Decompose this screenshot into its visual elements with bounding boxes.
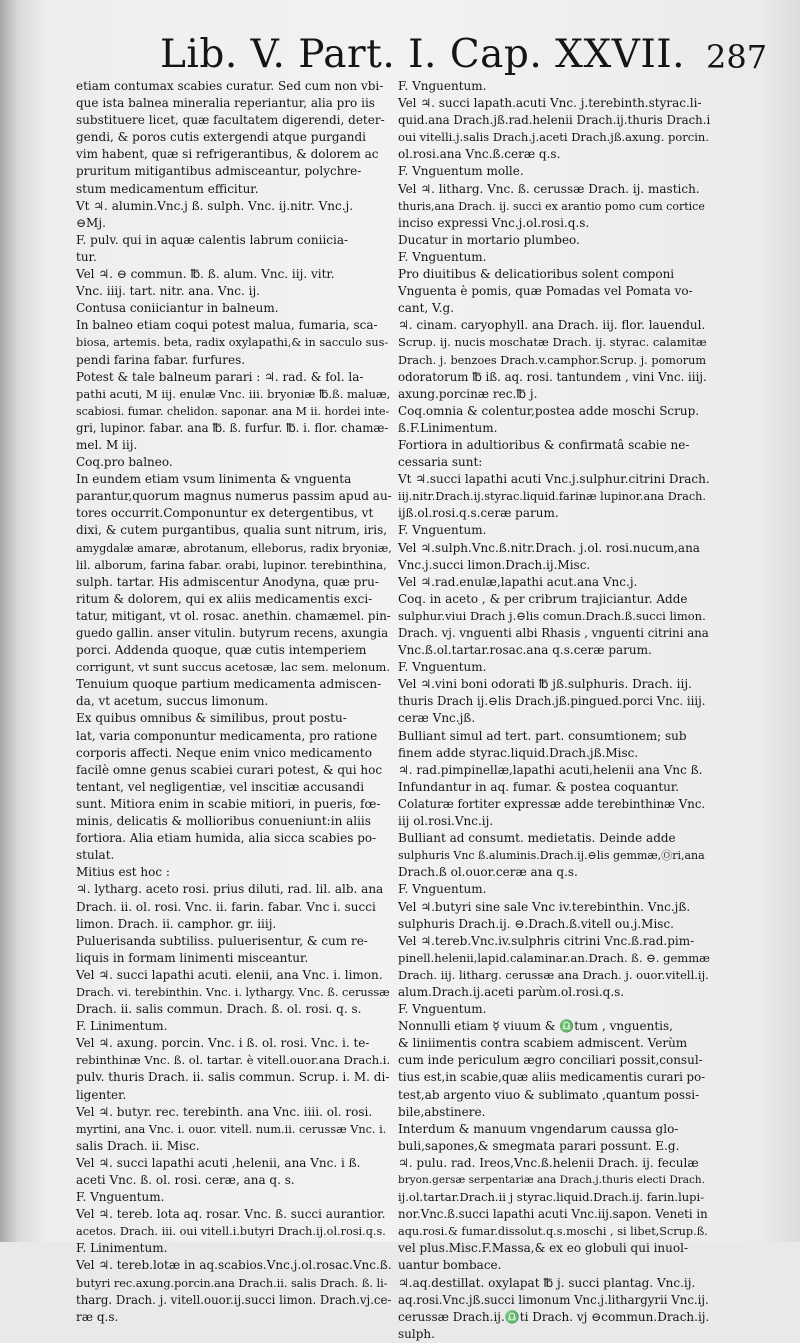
text-line: thuris Drach ij.⊖lis Drach.jß.pingued.porci Vnc. iiij. xyxy=(398,694,706,709)
text-line: ceræ Vnc.jß. xyxy=(398,711,476,726)
text-line: Tenuium quoque partium medicamenta admiscen- xyxy=(76,677,382,692)
text-line: ♃. cinam. caryophyll. ana Drach. iij. flor. lauendul. xyxy=(398,318,706,333)
text-line: pendi farina fabar. furfures. xyxy=(76,352,246,367)
text-line: parantur,quorum magnus numerus passim apud au- xyxy=(76,489,392,504)
text-line: Bulliant simul ad tert. part. consumtionem; sub xyxy=(398,728,687,743)
text-line: mel. M iij. xyxy=(76,437,138,452)
text-line: limon. Drach. ii. camphor. gr. iiij. xyxy=(76,916,277,931)
text-line: tharg. Drach. j. vitell.ouor.ij.succi limon. Drach.vj.ce- xyxy=(76,1292,392,1307)
text-line: tentant, vel negligentiæ, vel inscitiæ accusandi xyxy=(76,779,365,794)
text-line: corporis affecti. Neque enim vnico medicamento xyxy=(76,745,372,760)
text-line: Vnguenta è pomis, quæ Pomadas vel Pomata vo- xyxy=(398,284,693,299)
text-line: F. Vnguentum. xyxy=(398,249,487,264)
text-line: bile,abstinere. xyxy=(398,1104,486,1119)
text-line: Ex quibus omnibus & similibus, prout postu- xyxy=(76,711,347,726)
text-line: salis Drach. ii. Misc. xyxy=(76,1138,200,1153)
text-line: Nonnulli etiam ☿ viuum & ♎tum , vnguentis, xyxy=(398,1019,673,1034)
text-line: Vel ♃. litharg. Vnc. ß. cerussæ Drach. ij. mastich. xyxy=(398,181,700,196)
text-line: iij.nitr.Drach.ij.styrac.liquid.farinæ lupinor.ana Drach. xyxy=(398,490,706,504)
running-header: Lib. V. Part. I. Cap. XXVII. xyxy=(160,32,686,77)
text-line: aq.rosi.Vnc.jß.succi limonum Vnc.j.lithargyrii Vnc.ij. xyxy=(398,1292,709,1307)
text-line: scabiosi. fumar. chelidon. saponar. ana M ii. hordei inte- xyxy=(76,404,390,418)
text-line: lil. alborum, farina fabar. orabi, lupinor. terebinthina, xyxy=(76,557,387,572)
text-line: Drach. vi. terebinthin. Vnc. i. lythargy. Vnc. ß. cerussæ xyxy=(76,985,390,999)
text-line: In balneo etiam coqui potest malua, fumaria, sca- xyxy=(76,318,378,333)
text-line: oui vitelli.j.salis Drach.j.aceti Drach.jß.axung. porcin. xyxy=(398,130,709,145)
text-line: F. pulv. qui in aquæ calentis labrum coniicia- xyxy=(76,232,349,247)
text-line: stum medicamentum efficitur. xyxy=(76,181,259,196)
text-line: minis, delicatis & mollioribus conueniunt:in aliis xyxy=(76,814,371,829)
text-line: F. Vnguentum molle. xyxy=(398,164,524,179)
text-line: stulat. xyxy=(76,848,115,863)
text-line: aqu.rosi.& fumar.dissolut.q.s.moschi , si libet,Scrup.ß. xyxy=(398,1225,708,1239)
text-line: vim habent, quæ si refrigerantibus, & dolorem ac xyxy=(76,147,379,162)
text-line: lat, varia componuntur medicamenta, pro ratione xyxy=(76,728,378,743)
text-line: Coq.omnia & colentur,postea adde moschi Scrup. xyxy=(398,403,700,418)
text-line: facilè omne genus scabiei curari potest, & qui hoc xyxy=(76,762,383,777)
text-line: rebinthinæ Vnc. ß. ol. tartar. è vitell.ouor.ana Drach.i. xyxy=(76,1053,391,1068)
text-line: tius est,in scabie,quæ aliis medicamentis curari po- xyxy=(398,1070,706,1085)
text-line: cerussæ Drach.ij.♎ti Drach. vj ⊖commun.Drach.ij. xyxy=(398,1309,710,1324)
page-number: 287 xyxy=(706,38,768,76)
text-line: sunt. Mitiora enim in scabie mitiori, in pueris, fœ- xyxy=(76,796,381,811)
text-line: ligenter. xyxy=(76,1087,127,1102)
text-line: ræ q.s. xyxy=(76,1309,119,1324)
text-line: tores occurrit.Componuntur ex detergentibus, vt xyxy=(76,506,374,521)
text-line: vel plus.Misc.F.Massa,& ex eo globuli qui inuol- xyxy=(398,1241,689,1256)
text-line: Vel ♃.sulph.Vnc.ß.nitr.Drach. j.ol. rosi.nucum,ana xyxy=(398,540,700,555)
text-line: bryon.gersæ serpentariæ ana Drach.j.thuris electi Drach. xyxy=(398,1174,706,1186)
text-line: pathi acuti, M iij. enulæ Vnc. iii. bryoniæ ℔.ß. maluæ, xyxy=(76,386,391,401)
text-line: pruritum mitigantibus admisceantur, polychre- xyxy=(76,164,362,179)
text-line: myrtini, ana Vnc. i. ouor. vitell. num.ii. cerussæ Vnc. i. xyxy=(76,1122,387,1136)
text-line: pulv. thuris Drach. ii. salis commun. Scrup. i. M. di- xyxy=(76,1070,390,1085)
text-line: axung.porcinæ rec.℔ j. xyxy=(398,386,538,401)
text-line: da, vt acetum, succus limonum. xyxy=(76,694,269,709)
text-line: Infundantur in aq. fumar. & postea coquantur. xyxy=(398,779,680,794)
text-line: Drach. vj. vnguenti albi Rhasis , vnguenti citrini ana xyxy=(398,626,709,640)
text-line: Pro diuitibus & delicatioribus solent componi xyxy=(398,267,675,282)
text-line: Vnc. iiij. tart. nitr. ana. Vnc. ij. xyxy=(76,284,260,299)
text-line: Vel ♃. tereb. lota aq. rosar. Vnc. ß. succi aurantior. xyxy=(76,1207,386,1222)
text-line: ♃. rad.pimpinellæ,lapathi acuti,helenii ana Vnc ß. xyxy=(398,762,703,777)
text-line: sulph. xyxy=(398,1326,435,1341)
text-line: alum.Drach.ij.aceti parùm.ol.rosi.q.s. xyxy=(398,984,625,999)
text-line: Vel ♃. ⊖ commun. ℔. ß. alum. Vnc. iij. vitr. xyxy=(76,267,335,282)
text-line: ♃.aq.destillat. oxylapat ℔ j. succi plantag. Vnc.ij. xyxy=(398,1275,696,1290)
text-line: Bulliant ad consumt. medietatis. Deinde adde xyxy=(398,831,676,846)
text-line: iij ol.rosi.Vnc.ij. xyxy=(398,814,494,829)
text-line: ♃. pulu. rad. Ireos,Vnc.ß.helenii Drach. ij. feculæ xyxy=(398,1155,699,1170)
text-line: ritum & dolorem, qui ex aliis medicamentis exci- xyxy=(76,591,373,606)
text-line: F. Vnguentum. xyxy=(398,523,487,538)
text-line: que ista balnea mineralia reperiantur, alia pro iis xyxy=(76,96,375,111)
text-line: thuris,ana Drach. ij. succi ex arantio pomo cum cortice xyxy=(398,199,705,213)
text-line: Interdum & manuum vngendarum caussa glo- xyxy=(398,1121,679,1136)
text-line: pinell.helenii,lapid.calaminar.an.Drach. ß. ⊖. gemmæ xyxy=(398,950,710,965)
text-line: Vt ♃. alumin.Vnc.j ß. sulph. Vnc. ij.nitr. Vnc.j. xyxy=(76,198,354,213)
text-line: aceti Vnc. ß. ol. rosi. ceræ, ana q. s. xyxy=(76,1173,295,1187)
text-line: ß.F.Linimentum. xyxy=(398,420,498,435)
text-line: & liniimentis contra scabiem admiscent. Verùm xyxy=(398,1036,688,1051)
text-line: substituere licet, quæ facultatem digerendi, deter- xyxy=(76,113,385,128)
text-line: sulphur.viui Drach j.⊖lis comun.Drach.ß.succi limon. xyxy=(398,608,706,623)
text-line: cant, V.g. xyxy=(398,301,454,316)
text-line: fortiora. Alia etiam humida, alia sicca scabies po- xyxy=(76,831,377,846)
text-line: Vnc.ß.ol.tartar.rosac.ana q.s.ceræ parum. xyxy=(398,643,652,658)
text-line: ij.ol.tartar.Drach.ii j styrac.liquid.Drach.ij. farin.lupi- xyxy=(398,1190,705,1205)
text-line: Coq. in aceto , & per cribrum trajiciantur. Adde xyxy=(398,591,688,606)
text-line: Vel ♃. axung. porcin. Vnc. i ß. ol. rosi. Vnc. i. te- xyxy=(76,1036,370,1051)
text-line: Vel ♃. butyr. rec. terebinth. ana Vnc. iiii. ol. rosi. xyxy=(76,1104,373,1119)
text-line: test,ab argento viuo & sublimato ,quantum possi- xyxy=(398,1087,700,1102)
text-line: gri, lupinor. fabar. ana ℔. ß. furfur. ℔. i. flor. chamæ- xyxy=(76,420,389,435)
text-line: guedo gallin. anser vitulin. butyrum recens, axungia xyxy=(76,626,389,640)
text-line: uantur bombace. xyxy=(398,1258,502,1273)
text-line: F. Linimentum. xyxy=(76,1241,168,1256)
text-line: Drach. iij. litharg. cerussæ ana Drach. j. ouor.vitell.ij. xyxy=(398,967,709,982)
text-line: corrigunt, vt sunt succus acetosæ, lac sem. melonum. xyxy=(76,660,390,675)
text-line: acetos. Drach. iii. oui vitell.i.butyri Drach.ij.ol.rosi.q.s. xyxy=(76,1225,386,1239)
text-line: Coq.pro balneo. xyxy=(76,455,173,470)
text-line: Vel ♃.tereb.Vnc.iv.sulphris citrini Vnc.ß.rad.pim- xyxy=(398,933,695,948)
text-line: Contusa coniiciantur in balneum. xyxy=(76,301,279,316)
text-line: Vel ♃. tereb.lotæ in aq.scabios.Vnc.j.ol.rosac.Vnc.ß. xyxy=(76,1258,392,1273)
right-text-column xyxy=(398,78,711,1341)
text-line: gendi, & poros cutis extergendi atque purgandi xyxy=(76,130,366,145)
text-line: biosa, artemis. beta, radix oxylapathi,& in sacculo sus- xyxy=(76,336,389,350)
text-line: finem adde styrac.liquid.Drach.jß.Misc. xyxy=(398,745,639,760)
text-line: ijß.ol.rosi.q.s.ceræ parum. xyxy=(398,506,559,521)
text-line: tur. xyxy=(76,249,97,264)
text-line: Scrup. ij. nucis moschatæ Drach. ij. styrac. calamitæ xyxy=(398,335,707,350)
text-line: Vel ♃.vini boni odorati ℔ jß.sulphuris. Drach. iij. xyxy=(398,677,692,692)
text-line: inciso expressi Vnc.j.ol.rosi.q.s. xyxy=(398,215,590,230)
text-line: Colaturæ fortiter expressæ adde terebinthinæ Vnc. xyxy=(398,796,706,811)
text-line: Vt ♃.succi lapathi acuti Vnc.j.sulphur.citrini Drach. xyxy=(398,472,710,487)
text-line: F. Linimentum. xyxy=(76,1019,168,1034)
text-line: Potest & tale balneum parari : ♃. rad. & fol. la- xyxy=(76,369,364,384)
text-line: Ducatur in mortario plumbeo. xyxy=(398,232,580,247)
text-line: Vel ♃. succi lapathi acuti. elenii, ana Vnc. i. limon. xyxy=(76,967,383,982)
text-line: porci. Addenda quoque, quæ cutis intemperiem xyxy=(76,643,367,658)
text-line: Vnc.j.succi limon.Drach.ij.Misc. xyxy=(398,557,591,572)
text-line: sulph. tartar. His admiscentur Anodyna, quæ pru- xyxy=(76,574,379,589)
text-line: amygdalæ amaræ, abrotanum, elleborus, radix bryoniæ, xyxy=(76,541,392,555)
text-line: cessaria sunt: xyxy=(398,455,483,470)
text-line: Drach. ii. ol. rosi. Vnc. ii. farin. fabar. Vnc i. succi xyxy=(76,899,376,914)
text-line: buli,sapones,& smegmata parari possunt. E.g. xyxy=(398,1138,680,1153)
text-line: F. Vnguentum. xyxy=(398,79,487,93)
text-line: F. Vnguentum. xyxy=(398,882,487,897)
text-line: cum inde periculum ægro conciliari possit,consul- xyxy=(398,1053,703,1068)
text-line: ⊖Mj. xyxy=(76,215,106,230)
text-line: Drach. ii. salis commun. Drach. ß. ol. rosi. q. s. xyxy=(76,1002,362,1017)
text-line: Puluerisanda subtiliss. puluerisentur, & cum re- xyxy=(76,933,368,948)
left-text-column xyxy=(76,78,392,1324)
text-line: sulphuris Vnc ß.aluminis.Drach.ij.⊖lis gemmæ,Ⓞri,ana xyxy=(398,849,705,863)
text-line: Vel ♃.butyri sine sale Vnc iv.terebinthin. Vnc.jß. xyxy=(398,899,691,914)
text-line: F. Vnguentum. xyxy=(398,660,487,675)
text-line: nor.Vnc.ß.succi lapathi acuti Vnc.iij.sapon. Veneti in xyxy=(398,1207,708,1222)
text-line: quid.ana Drach.jß.rad.helenii Drach.ij.thuris Drach.i xyxy=(398,113,711,128)
text-line: Mitius est hoc : xyxy=(76,865,170,880)
text-line: Drach.ß ol.ouor.ceræ ana q.s. xyxy=(398,865,578,880)
text-line: odoratorum ℔ iß. aq. rosi. tantundem , vini Vnc. iiij. xyxy=(398,369,707,384)
text-line: F. Vnguentum. xyxy=(398,1002,487,1017)
text-line: F. Vnguentum. xyxy=(76,1190,165,1205)
text-line: dixi, & cutem purgantibus, qualia sunt nitrum, iris, xyxy=(76,523,388,538)
text-line: Vel ♃.rad.enulæ,lapathi acut.ana Vnc.j. xyxy=(398,574,638,589)
text-line: liquis in formam linimenti misceantur. xyxy=(76,950,309,965)
text-line: Vel ♃. succi lapath.acuti Vnc. j.terebinth.styrac.li- xyxy=(398,96,702,111)
text-line: butyri rec.axung.porcin.ana Drach.ii. salis Drach. ß. li- xyxy=(76,1276,388,1290)
text-line: ol.rosi.ana Vnc.ß.ceræ q.s. xyxy=(398,147,561,162)
text-line: In eundem etiam vsum linimenta & vnguenta xyxy=(76,472,352,487)
text-line: Fortiora in adultioribus & confirmatâ scabie ne- xyxy=(398,437,690,452)
text-line: etiam contumax scabies curatur. Sed cum non vbi- xyxy=(76,79,384,93)
text-line: Vel ♃. succi lapathi acuti ,helenii, ana Vnc. i ß. xyxy=(76,1155,361,1170)
text-line: sulphuris Drach.ij. ⊖.Drach.ß.vitell ou.j.Misc. xyxy=(398,916,674,931)
text-line: ♃. lytharg. aceto rosi. prius diluti, rad. lil. alb. ana xyxy=(76,882,384,897)
text-line: tatur, mitigant, vt ol. rosac. anethin. chamæmel. pin- xyxy=(76,608,391,623)
text-line: Drach. j. benzoes Drach.v.camphor.Scrup. j. pomorum xyxy=(398,353,707,367)
